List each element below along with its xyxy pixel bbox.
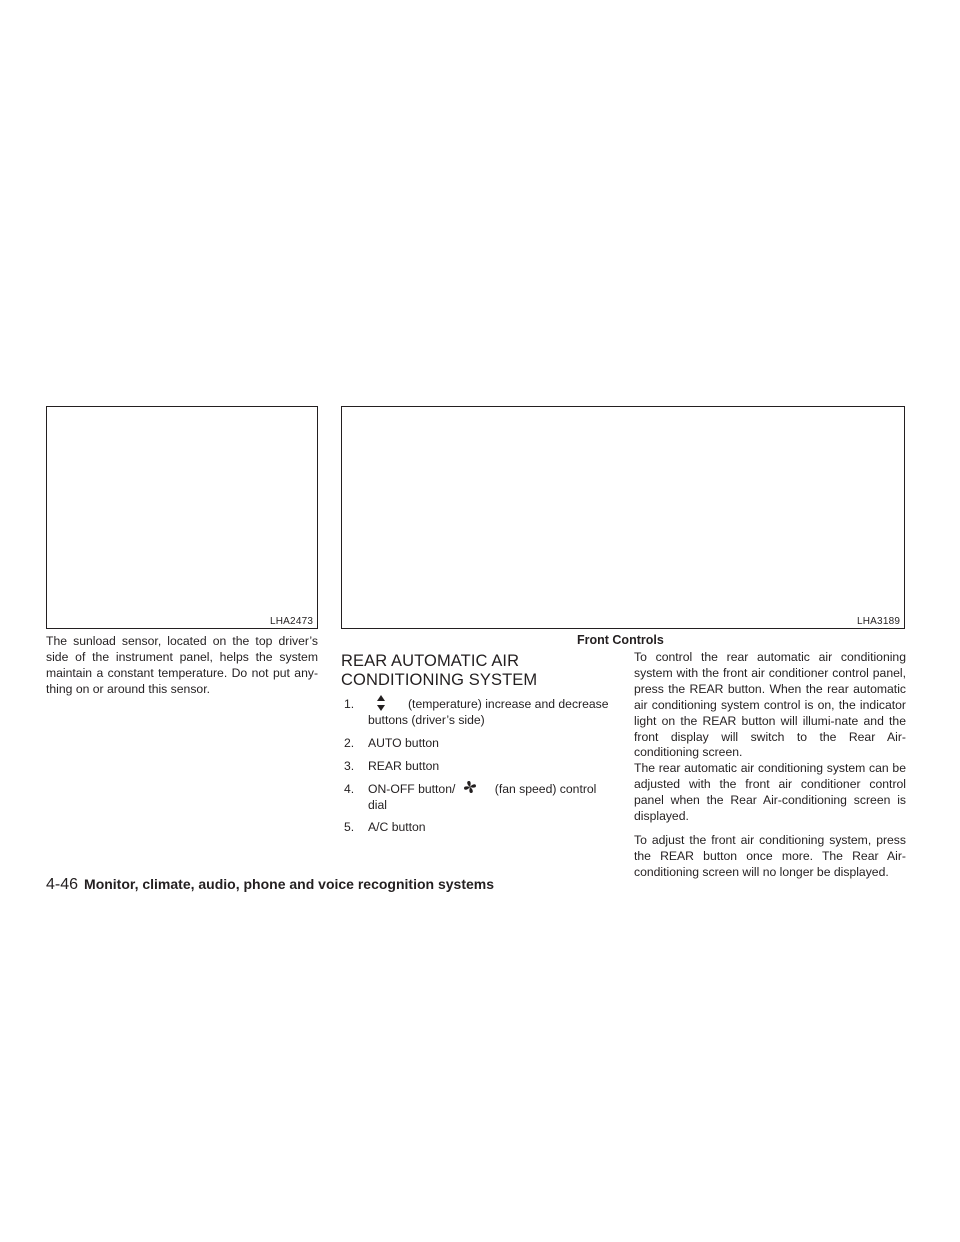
list-item (344, 697, 612, 729)
list-item-text: dial (368, 797, 387, 812)
section-heading-line2: CONDITIONING SYSTEM (341, 671, 538, 689)
list-item-text: ON-OFF button/ (368, 781, 456, 796)
list-item-text: A/C button (368, 820, 426, 835)
list-item (344, 759, 612, 775)
up-down-arrows-icon (376, 695, 386, 711)
figure-sunload-sensor (46, 406, 318, 629)
fan-icon (463, 780, 477, 794)
list-item-text: (temperature) increase and decrease (408, 697, 609, 711)
figure-right-code: LHA3189 (857, 616, 901, 627)
figure-left-code: LHA2473 (270, 616, 314, 627)
list-item-text: REAR button (368, 758, 440, 773)
list-item-number: 3. (344, 758, 355, 773)
figure-caption: Front Controls (577, 633, 664, 647)
list-item (344, 782, 612, 814)
figure-left-bottom-rule (46, 628, 318, 629)
figure-front-controls (341, 406, 905, 629)
section-heading-line1: REAR AUTOMATIC AIR (341, 652, 520, 670)
list-item-number: 2. (344, 735, 355, 750)
list-item-text: buttons (driver’s side) (368, 712, 485, 727)
page-footer (46, 876, 494, 894)
list-item-text: AUTO button (368, 735, 439, 750)
list-item-text: (fan speed) control (494, 781, 597, 796)
list-item-number: 4. (344, 781, 355, 796)
front-adjust-paragraph: To adjust the front air conditioning system, press the REAR button once more. The Rear Air-conditioning screen will no longer be displayed. (634, 832, 906, 879)
list-item-number: 5. (344, 820, 355, 835)
figure-right-bottom-rule (341, 628, 905, 629)
sunload-sensor-paragraph: The sunload sensor, located on the top driver’s side of the instrument panel, helps the system maintain a constant temperature. Do not put any-thing on or around this sensor. (46, 634, 318, 696)
list-item-number: 1. (344, 697, 355, 711)
section-heading (341, 652, 591, 690)
list-item (344, 820, 612, 836)
list-item (344, 736, 612, 752)
page-number: 4-46 (46, 876, 79, 893)
right-column (634, 650, 906, 881)
controls-list (344, 697, 612, 843)
rear-control-paragraph: To control the rear automatic air conditioning system with the front air conditioner control panel, press the REAR button. When the rear automatic air conditioning system control is on, the indicator light on the REAR button will illumi-nate and the front display will switch to the Rear Air-conditioning screen. (634, 650, 906, 760)
rear-adjust-paragraph: The rear automatic air conditioning system can be adjusted with the front air conditioner control panel when the Rear Air-conditioning screen is displayed. (634, 761, 906, 824)
section-title: Monitor, climate, audio, phone and voice recognition systems (84, 876, 494, 892)
